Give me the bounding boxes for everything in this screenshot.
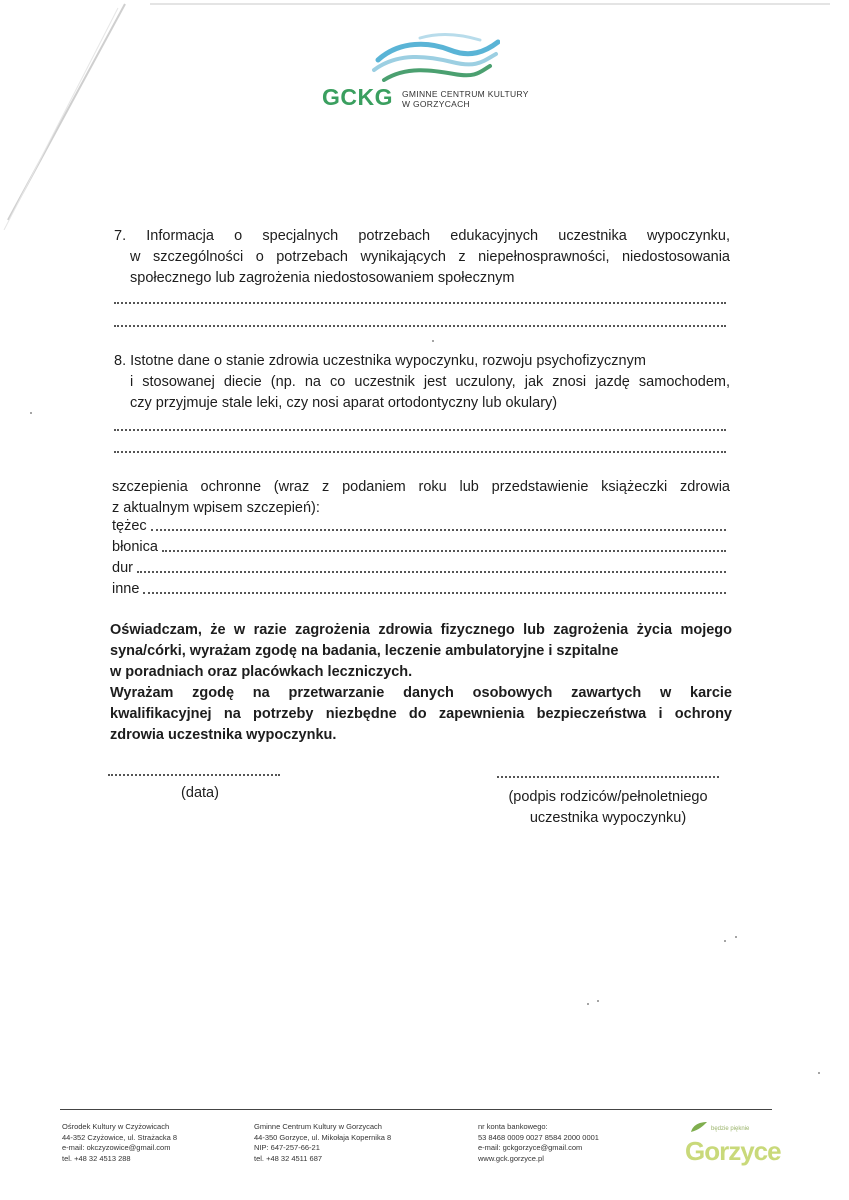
footer-bank-contact: nr konta bankowego: 53 8468 0009 0027 8584 2000 0001 e-mail: gckgorzyce@gmail.com www.gck.gorzyce.pl [478, 1122, 599, 1163]
vaccinations-intro: szczepienia ochronne (wraz z podaniem roku lub przedstawienie książeczki zdrowia z aktualnym wpisem szczepień): [112, 479, 730, 516]
section-7-answer-line-1[interactable] [114, 300, 726, 304]
logo-waves-icon [370, 30, 500, 82]
vaccination-row-tetanus[interactable]: tężec [112, 516, 726, 536]
vaccination-fill-line[interactable] [137, 571, 726, 573]
section-8-answer-line-2[interactable] [114, 449, 726, 453]
parent-signature-label: (podpis rodziców/pełnoletniego uczestnika wypoczynku) [508, 789, 708, 826]
parent-signature-line[interactable] [497, 776, 719, 778]
section-8-answer-line-1[interactable] [114, 427, 726, 431]
section-7-answer-line-2[interactable] [114, 323, 726, 327]
gckg-logo [322, 28, 552, 113]
date-signature-line[interactable] [108, 774, 280, 776]
footer-gorzyce-address: Gminne Centrum Kultury w Gorzycach 44-350 Gorzyce, ul. Mikołaja Kopernika 8 NIP: 647-257-66-21 tel. +48 32 4511 687 [254, 1122, 392, 1163]
gorzyce-municipality-logo: będzie pięknie Gorzyce [685, 1118, 775, 1178]
section-7-text: 7. Informacja o specjalnych potrzebach edukacyjnych uczestnika wypoczynku, w szczególności o potrzebach wynikających z niepełnosprawności, niedostosowania społecznego lub zagrożenia niedostosowaniem społecznym [114, 228, 730, 286]
section-8-text: 8. Istotne dane o stanie zdrowia uczestnika wypoczynku, rozwoju psychofizycznym i stosowanej diecie (np. na co uczestnik jest uczulony, jak znosi jazdę samochodem, czy przyjmuje stale leki, czy nosi aparat ortodontyczny lub okulary) [114, 353, 730, 411]
date-label: (data) [181, 785, 219, 801]
scan-corner-streak [0, 0, 140, 230]
vaccination-row-typhoid[interactable]: dur [112, 558, 726, 578]
vaccination-row-diphtheria[interactable]: błonica [112, 537, 726, 557]
vaccination-fill-line[interactable] [162, 550, 726, 552]
vaccination-fill-line[interactable] [143, 592, 726, 594]
footer-divider [60, 1109, 772, 1110]
logo-full-name: GMINNE CENTRUM KULTURY W GORZYCACH [402, 89, 529, 109]
vaccination-fill-line[interactable] [151, 529, 726, 531]
consent-declaration: Oświadczam, że w razie zagrożenia zdrowia fizycznego lub zagrożenia życia mojego syna/córki, wyrażam zgodę na badania, leczenie ambulatoryjne i szpitalne w poradniach oraz placówkach leczniczych. Wyrażam zgodę na przetwarzanie danych osobowych zawartych w karcie kwalifikacyjnej na potrzeby niezbędne do zapewnienia bezpieczeństwa i ochrony zdrowia uczestnika wypoczynku. [110, 622, 732, 743]
logo-abbreviation: GCKG [322, 84, 393, 110]
leaf-icon [689, 1120, 709, 1134]
vaccination-row-other[interactable]: inne [112, 579, 726, 599]
footer-czyzowice-address: Ośrodek Kultury w Czyżowicach 44-352 Czyżowice, ul. Strażacka 8 e-mail: okczyzowice@gmail.com tel. +48 32 4513 288 [62, 1122, 178, 1163]
scan-top-edge [150, 3, 830, 5]
